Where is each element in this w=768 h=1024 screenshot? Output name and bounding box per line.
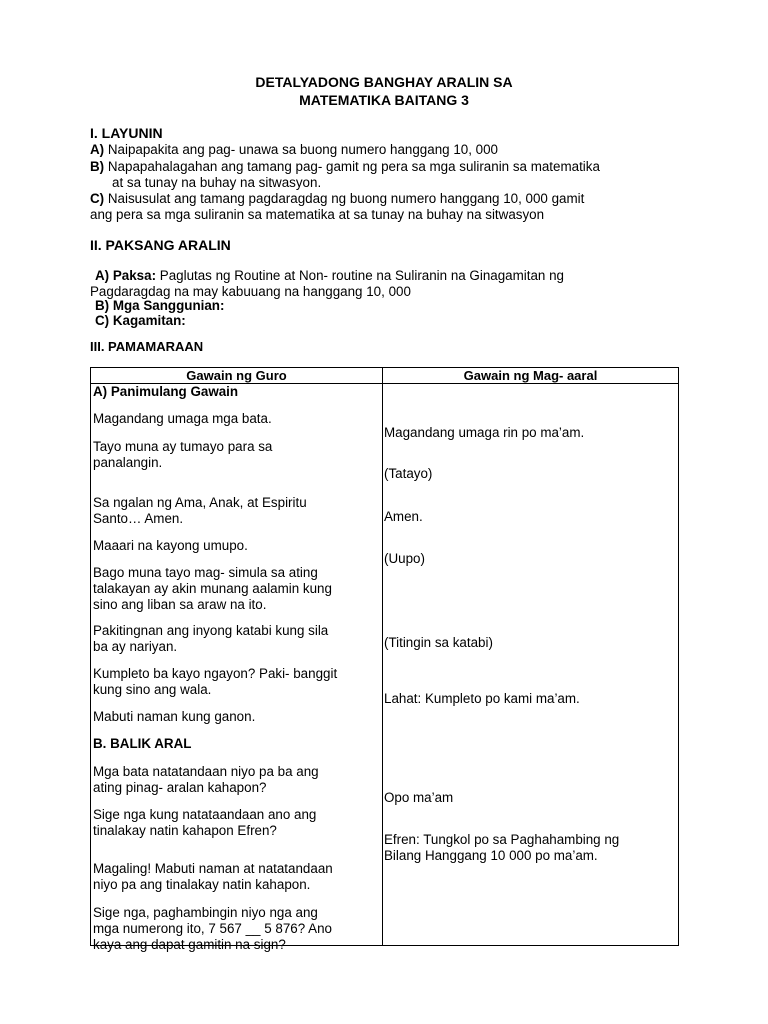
kagamitan: C) Kagamitan: xyxy=(95,313,186,328)
magaaral-line: Amen. xyxy=(384,509,423,524)
layunin-b xyxy=(90,159,600,175)
pamamaraan-table xyxy=(90,367,679,952)
paksang-aralin-heading: II. PAKSANG ARALIN xyxy=(90,237,231,253)
doc-title-line1: DETALYADONG BANGHAY ARALIN SA xyxy=(255,74,513,90)
layunin-c-label: C) xyxy=(90,191,105,206)
guro-line: ba ay nariyan. xyxy=(93,639,178,654)
magaaral-cell xyxy=(383,384,679,946)
balik-aral-heading: B. BALIK ARAL xyxy=(93,736,192,751)
guro-line: Tayo muna ay tumayo para sa xyxy=(93,439,273,454)
magaaral-line: (Uupo) xyxy=(384,551,425,566)
magaaral-line: Lahat: Kumpleto po kami ma’am. xyxy=(384,691,580,706)
guro-line: Magaling! Mabuti naman at natatandaan xyxy=(93,861,333,876)
guro-line: Maaari na kayong umupo. xyxy=(93,538,248,553)
table-header-row xyxy=(91,368,679,384)
sanggunian: B) Mga Sanggunian: xyxy=(95,298,225,313)
guro-line: Mabuti naman kung ganon. xyxy=(93,709,256,724)
layunin-b-label: B) xyxy=(90,159,105,174)
panimula-heading: A) Panimulang Gawain xyxy=(93,384,239,399)
guro-line: tinalakay natin kahapon Efren? xyxy=(93,823,277,838)
magaaral-line: Bilang Hanggang 10 000 po ma’am. xyxy=(384,848,598,863)
magaaral-line: Opo ma’am xyxy=(384,790,454,805)
layunin-c-text-cont: ang pera sa mga suliranin sa matematika at sa tunay na buhay na sitwasyon xyxy=(90,207,545,222)
paksa-label: A) Paksa: xyxy=(95,268,157,283)
guro-line: Kumpleto ba kayo ngayon? Paki- banggit xyxy=(93,666,338,681)
layunin-b-text-cont: at sa tunay na buhay na sitwasyon. xyxy=(112,175,322,190)
magaaral-line: Efren: Tungkol po sa Paghahambing ng xyxy=(384,832,620,847)
table-row xyxy=(91,384,679,946)
guro-line: ating pinag- aralan kahapon? xyxy=(93,780,267,795)
col-header-guro: Gawain ng Guro xyxy=(91,368,383,384)
layunin-b-text: Napapahalagahan ang tamang pag- gamit ng pera sa mga suliranin sa matematika xyxy=(107,159,600,174)
col-header-magaaral: Gawain ng Mag- aaral xyxy=(383,368,679,384)
layunin-a xyxy=(90,142,498,158)
layunin-heading: I. LAYUNIN xyxy=(90,125,163,141)
magaaral-line: (Titingin sa katabi) xyxy=(384,635,493,650)
guro-line: talakayan ay akin munang aalamin kung xyxy=(93,581,332,596)
layunin-c-text: Naisusulat ang tamang pagdaragdag ng buong numero hanggang 10, 000 gamit xyxy=(107,191,585,206)
guro-line: kung sino ang wala. xyxy=(93,682,212,697)
guro-line: Sige nga, paghambingin niyo nga ang xyxy=(93,905,318,920)
guro-line: Pakitingnan ang inyong katabi kung sila xyxy=(93,623,329,638)
guro-line: Santo… Amen. xyxy=(93,511,184,526)
guro-line: mga numerong ito, 7 567 __ 5 876? Ano xyxy=(93,921,332,936)
paksa-line xyxy=(95,268,564,284)
guro-line: kaya ang dapat gamitin na sign? xyxy=(93,937,286,952)
paksa-text-cont: Pagdaragdag na may kabuuang na hanggang 10, 000 xyxy=(90,284,411,299)
guro-line: Bago muna tayo mag- simula sa ating xyxy=(93,565,318,580)
guro-line: Magandang umaga mga bata. xyxy=(93,411,272,426)
paksa-text: Paglutas ng Routine at Non- routine na Suliranin na Ginagamitan ng xyxy=(159,268,564,283)
guro-line: niyo pa ang tinalakay natin kahapon. xyxy=(93,877,311,892)
layunin-a-text: Naipapakita ang pag- unawa sa buong numero hanggang 10, 000 xyxy=(107,142,498,157)
guro-cell xyxy=(91,384,383,952)
guro-line: sino ang liban sa araw na ito. xyxy=(93,597,267,612)
pamamaraan-heading: III. PAMAMARAAN xyxy=(90,339,204,354)
guro-line: Sa ngalan ng Ama, Anak, at Espiritu xyxy=(93,495,307,510)
layunin-a-label: A) xyxy=(90,142,105,157)
guro-line: Sige nga kung natataandaan ano ang xyxy=(93,807,317,822)
magaaral-line: Magandang umaga rin po ma’am. xyxy=(384,425,585,440)
guro-line: panalangin. xyxy=(93,455,163,470)
doc-title-line2: MATEMATIKA BAITANG 3 xyxy=(299,92,469,108)
magaaral-line: (Tatayo) xyxy=(384,466,433,481)
guro-line: Mga bata natatandaan niyo pa ba ang xyxy=(93,764,319,779)
layunin-c xyxy=(90,191,584,207)
